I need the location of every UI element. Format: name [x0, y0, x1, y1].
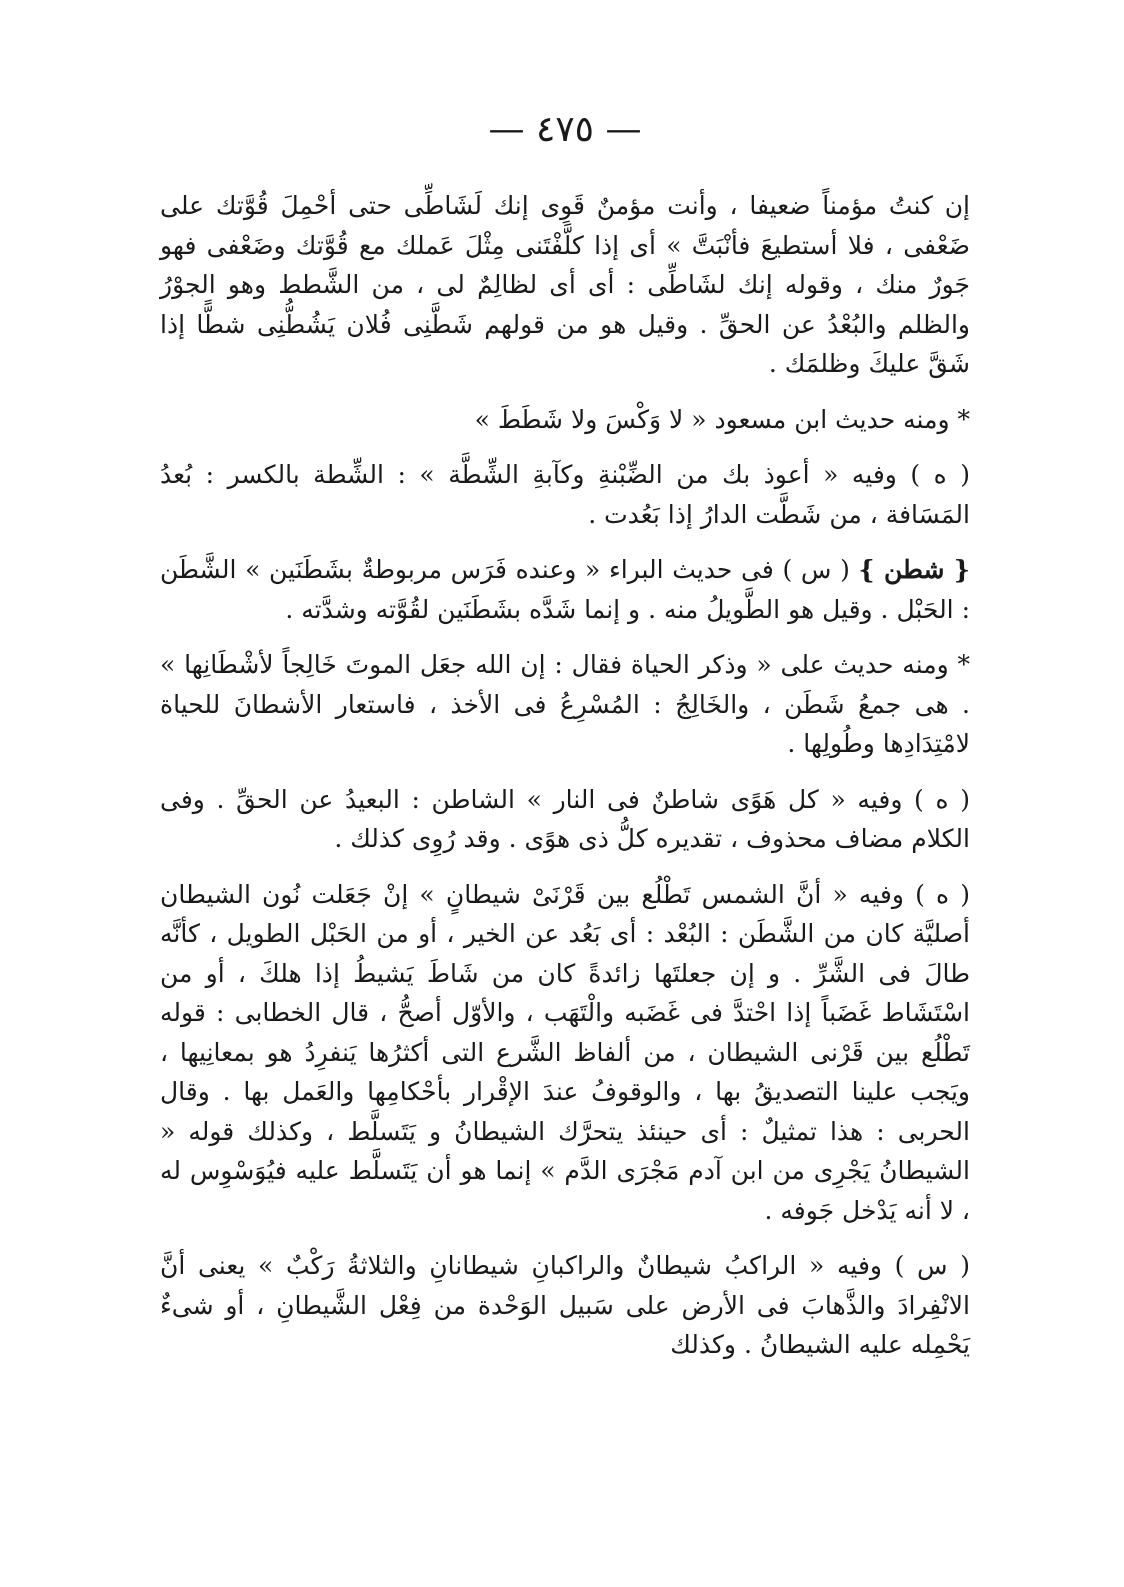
paragraph-3 — [160, 455, 970, 534]
paragraph-text: ( ه ) وفيه « كل هَوًى شاطنٌ فى النار » الشاطن : البعيدُ عن الحقِّ . وفى الكلام مضاف محذوف ، تقديره كلُّ ذى هوًى . وقد رُوِى كذلك . — [160, 784, 970, 853]
paragraph-8 — [160, 1246, 970, 1365]
paragraph-text: ( ه ) وفيه « أعوذ بك من الضِّبْنةِ وكآبةِ الشِّطَّة » : الشِّطة بالكسر : بُعدُ المَسَافة ، من شَطَّت الدارُ إذا بَعُدت . — [160, 460, 970, 529]
paragraph-6 — [160, 780, 970, 859]
paragraph-2 — [160, 400, 970, 440]
paragraph-5 — [160, 645, 970, 764]
paragraph-4-entry-shatan — [160, 550, 970, 629]
paragraph-text: إن كنتُ مؤمناً ضعيفا ، وأنت مؤمنٌ قَوِى إنك لَشَاطِّى حتى أحْمِلَ قُوَّتك على ضَعْفى ، فلا أستطيعَ فأنْبَتَّ » أى إذا كلَّفْتَنى مِثْلَ عَملك مع قُوَّتك وضَعْفى فهو جَورٌ منك ، وقوله إنك لشَاطِّى : أى أى لظالِمٌ لى ، من الشَّطط وهو الجوْرُ والظلم والبُعْدُ عن الحقِّ . وقيل هو من قولهم شَطَّنِى فُلان يَشُطُّنِى شطًّا إذا شَقَّ عليكَ وظلمَك . — [160, 191, 970, 378]
page-number: — ٤٧٥ — — [488, 109, 642, 150]
paragraph-text: ( ه ) وفيه « أنَّ الشمس تَطْلُع بين قَرْنَىْ شيطانٍ » إنْ جَعَلت نُون الشيطان أصليَّة كان من الشَّطَن : البُعْد : أى بَعُد عن الخير ، أو من الحَبْل الطويل ، كأنَّه طالَ فى الشَّرِّ . و إن جعلتَها زائدةً كان من شَاطَ يَشيطُ إذا هلكَ ، أو من اسْتَشَاط غَضَباً إذا احْتدَّ فى غَضَبه والْتَهَب ، والأوّل أصحُّ ، قال الخطابى : قوله تَطْلُع بين قَرْنى الشيطان ، من ألفاظ الشَّرع التى أكثرُها يَنفرِدُ هو بمعانِيها ، ويَجب علينا التصديقُ بها ، والوقوفُ عندَ الإقْرار بأحْكامِها والعَمل بها . وقال الحربى : هذا تمثيلٌ : أى حينئذ يتحرَّك الشيطانُ و يَتَسلَّط ، وكذلك قوله « الشيطانُ يَجْرِى من ابن آدم مَجْرَى الدَّم » إنما هو أن يَتَسلَّط عليه فيُوَسْوِس له ، لا أنه يَدْخل جَوفه . — [160, 879, 970, 1225]
entry-heading: { شطن } — [858, 555, 971, 584]
paragraph-1 — [160, 186, 970, 384]
paragraph-text: ( س ) فى حديث البراء « وعنده فَرَس مربوطةٌ بشَطَنَين » الشَّطَن : الحَبْل . وقيل هو الطَّويلُ منه . و إنما شَدَّه بشَطَنَين لقُوَّته وشدَّته . — [160, 555, 970, 624]
paragraph-text: * ومنه حديث ابن مسعود « لا وَكْسَ ولا شَطَطَ » — [474, 404, 970, 434]
paragraph-7 — [160, 875, 970, 1231]
paragraph-text: ( س ) وفيه « الراكبُ شيطانٌ والراكبانِ شيطانانِ والثلاثةُ رَكْبٌ » يعنى أنَّ الانْفِرادَ والذَّهابَ فى الأرض على سَبيل الوَحْدة من فِعْل الشَّيطانِ ، أو شىءٌ يَحْمِله عليه الشيطانُ . وكذلك — [160, 1251, 970, 1359]
paragraph-text: * ومنه حديث على « وذكر الحياة فقال : إن الله جعَل الموتَ خَالِجاً لأشْطَانِها » . هى جمعُ شَطَن ، والخَالِجُ : المُسْرِعُ فى الأخذ ، فاستعار الأشطانَ للحياة لامْتِدَادِها وطُولِها . — [160, 650, 970, 758]
